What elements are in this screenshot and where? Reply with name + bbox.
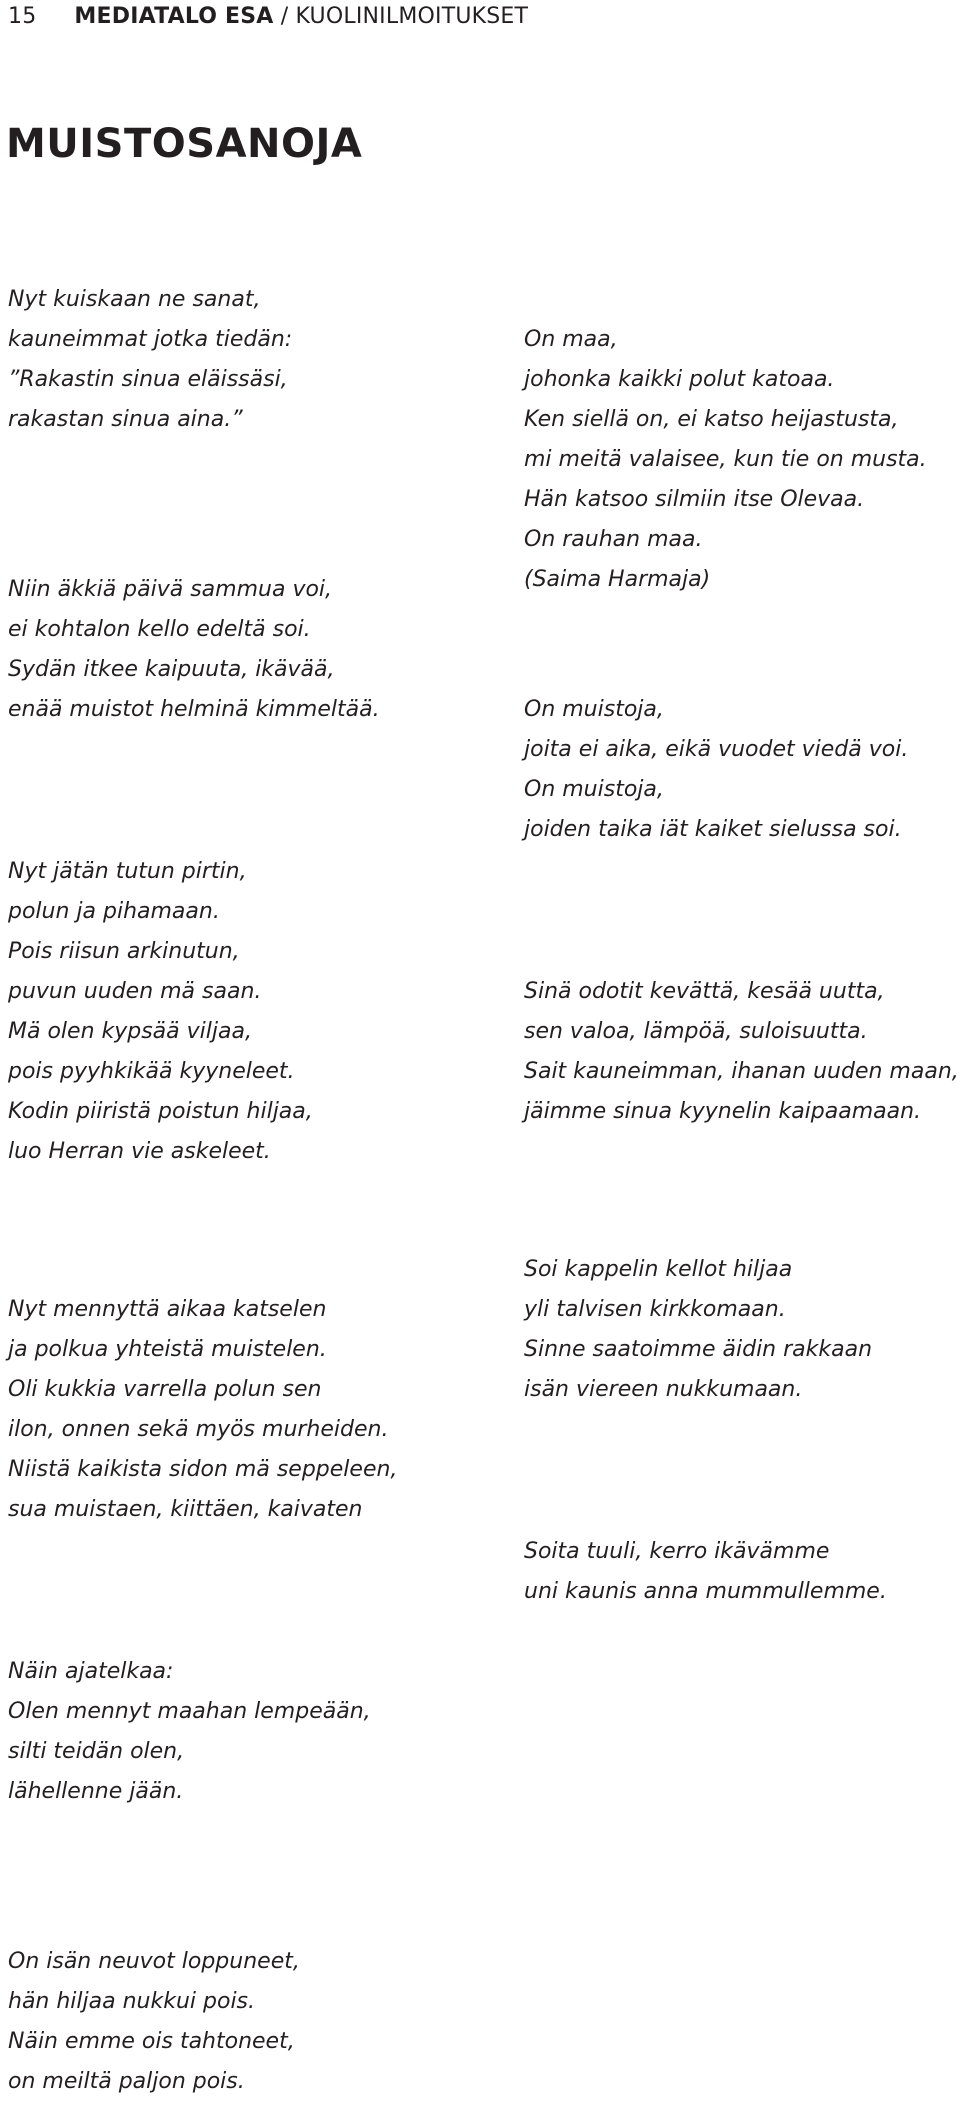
poem-line: Ken siellä on, ei katso heijastusta, bbox=[524, 407, 899, 432]
poem-line: yli talvisen kirkkomaan. bbox=[524, 1297, 786, 1322]
poem-line: kauneimmat jotka tiedän: bbox=[8, 327, 293, 352]
poem-line: Näin ajatelkaa: bbox=[8, 1659, 174, 1684]
section-name: KUOLINILMOITUKSET bbox=[295, 4, 529, 29]
page-title: MUISTOSANOJA bbox=[6, 121, 363, 167]
poem-2 bbox=[8, 570, 380, 730]
poem-line: Soi kappelin kellot hiljaa bbox=[524, 1257, 793, 1282]
poem-line: Sinne saatoimme äidin rakkaan bbox=[524, 1337, 873, 1362]
poem-3 bbox=[8, 852, 313, 1172]
poem-1 bbox=[8, 280, 292, 440]
poem-line: polun ja pihamaan. bbox=[8, 899, 220, 924]
poem-line: (Saima Harmaja) bbox=[524, 567, 711, 592]
poem-line: Näin emme ois tahtoneet, bbox=[8, 2029, 295, 2054]
poem-line: ja polkua yhteistä muistelen. bbox=[8, 1337, 327, 1362]
poem-line: Sydän itkee kaipuuta, ikävää, bbox=[8, 657, 335, 682]
poem-line: On isän neuvot loppuneet, bbox=[8, 1949, 300, 1974]
poem-10 bbox=[8, 1652, 371, 1812]
poem-line: Nyt kuiskaan ne sanat, bbox=[8, 287, 261, 312]
poem-line: joiden taika iät kaiket sielussa soi. bbox=[524, 817, 902, 842]
poem-line: mi meitä valaisee, kun tie on musta. bbox=[524, 447, 927, 472]
poem-line: Pois riisun arkinutun, bbox=[8, 939, 240, 964]
poem-line: rakastan sinua aina.” bbox=[8, 407, 243, 432]
poem-line: ”Rakastin sinua eläissäsi, bbox=[8, 367, 288, 392]
poem-line: Nyt jätän tutun pirtin, bbox=[8, 859, 247, 884]
poem-line: lähellenne jään. bbox=[8, 1779, 184, 1804]
poem-5 bbox=[524, 690, 908, 850]
poem-9 bbox=[524, 1532, 887, 1612]
poem-line: Kodin piiristä poistun hiljaa, bbox=[8, 1099, 313, 1124]
publication-name: MEDIATALO ESA bbox=[74, 4, 274, 29]
poem-line: johonka kaikki polut katoaa. bbox=[524, 367, 835, 392]
poem-7 bbox=[8, 1290, 397, 1530]
poem-line: isän viereen nukkumaan. bbox=[524, 1377, 803, 1402]
poem-line: pois pyyhkikää kyyneleet. bbox=[8, 1059, 295, 1084]
poem-line: puvun uuden mä saan. bbox=[8, 979, 262, 1004]
poem-line: Hän katsoo silmiin itse Olevaa. bbox=[524, 487, 865, 512]
poem-line: luo Herran vie askeleet. bbox=[8, 1139, 271, 1164]
poem-line: Niin äkkiä päivä sammua voi, bbox=[8, 577, 333, 602]
poem-4 bbox=[524, 320, 927, 600]
poem-line: sen valoa, lämpöä, suloisuutta. bbox=[524, 1019, 868, 1044]
page-header bbox=[8, 2, 528, 32]
poem-line: hän hiljaa nukkui pois. bbox=[8, 1989, 256, 2014]
poem-line: uni kaunis anna mummullemme. bbox=[524, 1579, 887, 1604]
poem-line: Niistä kaikista sidon mä seppeleen, bbox=[8, 1457, 398, 1482]
poem-line: Mä olen kypsää viljaa, bbox=[8, 1019, 252, 1044]
poem-line: Soita tuuli, kerro ikävämme bbox=[524, 1539, 830, 1564]
poem-line: Olen mennyt maahan lempeään, bbox=[8, 1699, 371, 1724]
poem-line: On muistoja, bbox=[524, 697, 664, 722]
poem-line: ei kohtalon kello edeltä soi. bbox=[8, 617, 311, 642]
poem-line: silti teidän olen, bbox=[8, 1739, 185, 1764]
poem-line: jäimme sinua kyynelin kaipaamaan. bbox=[524, 1099, 922, 1124]
poem-11 bbox=[8, 1942, 300, 2102]
poem-line: enää muistot helminä kimmeltää. bbox=[8, 697, 380, 722]
poem-6 bbox=[524, 972, 959, 1132]
poem-8 bbox=[524, 1250, 872, 1410]
page-number: 15 bbox=[8, 4, 37, 29]
poem-line: Oli kukkia varrella polun sen bbox=[8, 1377, 322, 1402]
poem-line: joita ei aika, eikä vuodet viedä voi. bbox=[524, 737, 909, 762]
poem-line: Sait kauneimman, ihanan uuden maan, bbox=[524, 1059, 959, 1084]
header-separator: / bbox=[273, 4, 296, 29]
poem-line: Sinä odotit kevättä, kesää uutta, bbox=[524, 979, 885, 1004]
poem-line: on meiltä paljon pois. bbox=[8, 2069, 245, 2094]
poem-line: Nyt mennyttä aikaa katselen bbox=[8, 1297, 327, 1322]
poem-line: sua muistaen, kiittäen, kaivaten bbox=[8, 1497, 363, 1522]
poem-line: On rauhan maa. bbox=[524, 527, 703, 552]
poem-line: On maa, bbox=[524, 327, 618, 352]
poem-line: ilon, onnen sekä myös murheiden. bbox=[8, 1417, 389, 1442]
poem-line: On muistoja, bbox=[524, 777, 664, 802]
